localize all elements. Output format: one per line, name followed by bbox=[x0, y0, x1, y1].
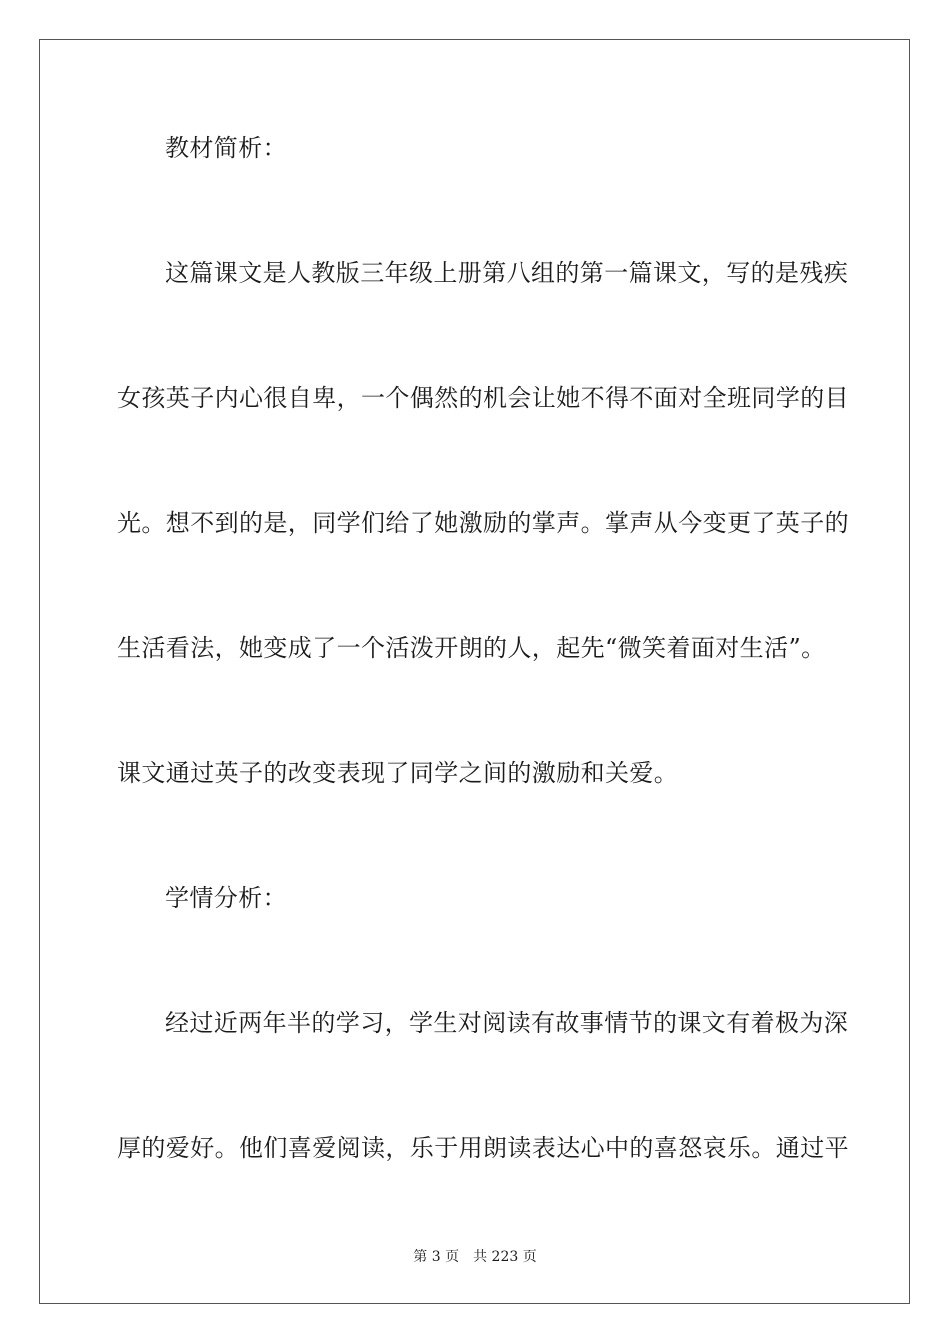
heading-students: 学情分析： bbox=[165, 884, 287, 912]
heading-material: 教材简析： bbox=[165, 134, 287, 162]
page-footer bbox=[0, 1248, 950, 1266]
paragraph-line: 厚的爱好。他们喜爱阅读，乐于用朗读表达心中的喜怒哀乐。通过平 bbox=[117, 1134, 849, 1162]
paragraph-line: 生活看法，她变成了一个活泼开朗的人，起先“微笑着面对生活”。 bbox=[117, 634, 826, 662]
page-total: 共 223 页 bbox=[473, 1249, 537, 1265]
paragraph-line: 这篇课文是人教版三年级上册第八组的第一篇课文，写的是残疾 bbox=[165, 259, 849, 287]
paragraph-line: 光。想不到的是，同学们给了她激励的掌声。掌声从今变更了英子的 bbox=[117, 509, 849, 537]
paragraph-line: 经过近两年半的学习，学生对阅读有故事情节的课文有着极为深 bbox=[165, 1009, 849, 1037]
page-border bbox=[39, 39, 910, 1304]
paragraph-line: 课文通过英子的改变表现了同学之间的激励和关爱。 bbox=[117, 759, 679, 787]
page-number: 第 3 页 bbox=[413, 1249, 460, 1265]
paragraph-line: 女孩英子内心很自卑，一个偶然的机会让她不得不面对全班同学的目 bbox=[117, 384, 849, 412]
